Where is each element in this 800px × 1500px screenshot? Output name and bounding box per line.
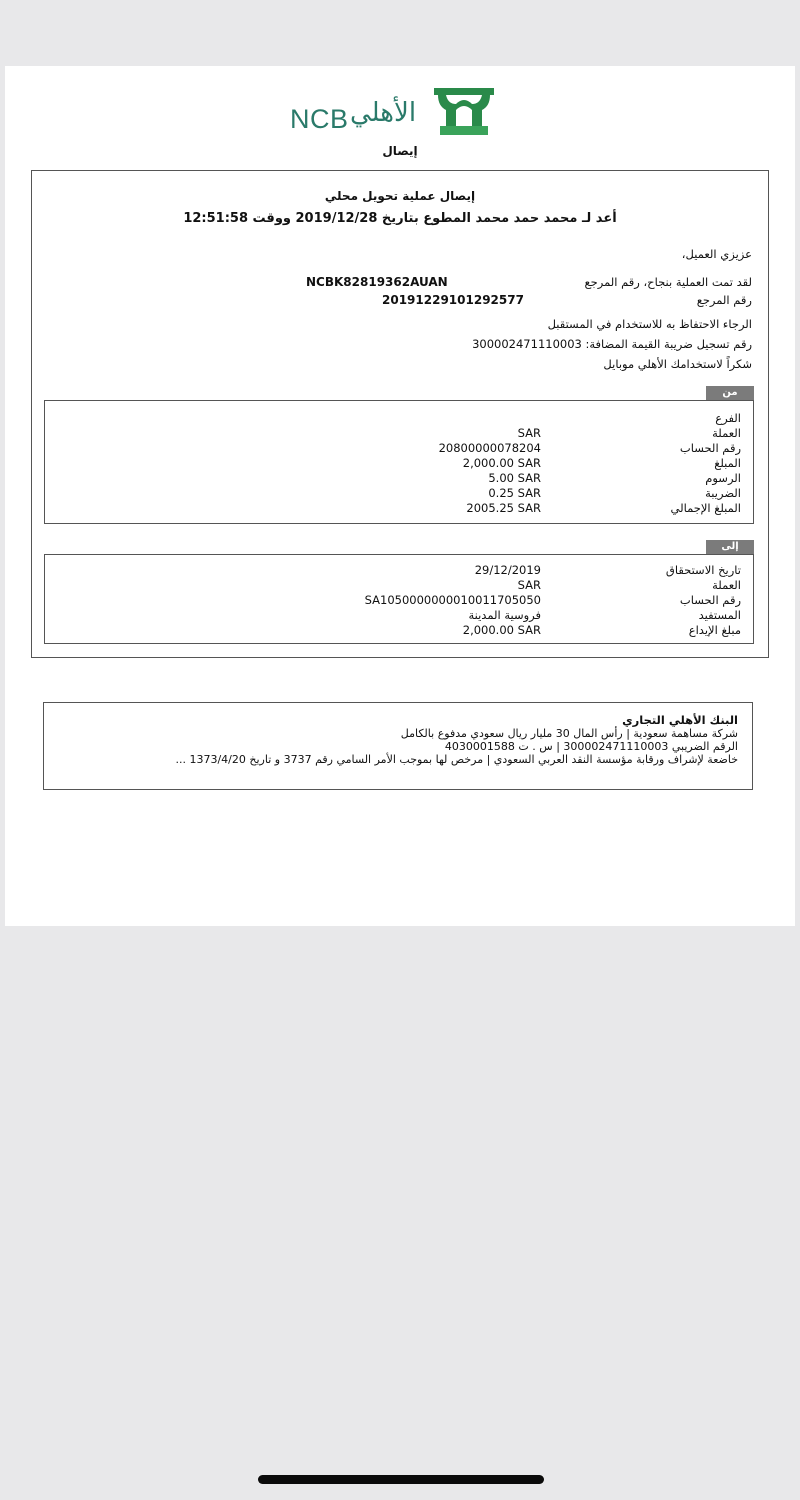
to-row — [45, 578, 753, 593]
palm-arch-logo-icon — [432, 88, 496, 136]
from-row — [45, 486, 753, 501]
to-currency-label: العملة — [712, 578, 741, 592]
logo-ncb-text: NCB — [290, 104, 349, 134]
footer-line-tax: الرقم الضريبي 300002471110003 | س . ت 4030001588 — [444, 740, 738, 753]
from-account-label: رقم الحساب — [679, 441, 741, 455]
footer-bank-name: البنك الأهلي التجاري — [622, 713, 738, 727]
vat-value: 300002471110003 — [472, 337, 582, 351]
to-tag: إلى — [706, 540, 754, 554]
footer-line-capital: شركة مساهمة سعودية | رأس المال 30 مليار ريال سعودي مدفوع بالكامل — [400, 727, 738, 740]
success-reference: NCBK82819362AUAN — [306, 275, 448, 289]
ncb-logo — [290, 88, 500, 140]
thanks-line: شكراً لاستخدامك الأهلي موبايل — [603, 357, 752, 371]
to-row — [45, 563, 753, 578]
to-account-value: SA1050000000010011705050 — [364, 593, 541, 607]
prepared-for-line: أعد لـ محمد حمد محمد المطوع بتاريخ 2019/12/28 ووقت 12:51:58 — [183, 211, 617, 226]
from-total-label: المبلغ الإجمالي — [670, 501, 741, 515]
receipt-title: إيصال عملية تحويل محلي — [324, 189, 476, 203]
to-beneficiary-value: فروسية المدينة — [468, 608, 541, 622]
home-indicator[interactable] — [258, 1475, 544, 1484]
to-beneficiary-label: المستفيد — [698, 608, 741, 622]
logo-arabic-text: الأهلي — [350, 98, 417, 128]
to-section — [44, 554, 754, 644]
vat-label: رقم تسجيل ضريبة القيمة المضافة: — [585, 337, 752, 351]
transaction-box — [31, 170, 769, 658]
to-currency-value: SAR — [517, 578, 541, 592]
from-tax-value: 0.25 SAR — [488, 486, 541, 500]
from-row — [45, 426, 753, 441]
to-deposit-amount-label: مبلغ الإيداع — [688, 623, 741, 637]
from-currency-label: العملة — [712, 426, 741, 440]
from-amount-value: 2,000.00 SAR — [462, 456, 541, 470]
from-row — [45, 456, 753, 471]
keep-note: الرجاء الاحتفاظ به للاستخدام في المستقبل — [547, 317, 752, 331]
to-row — [45, 623, 753, 638]
from-row — [45, 501, 753, 516]
to-account-label: رقم الحساب — [679, 593, 741, 607]
ref-value: 20191229101292577 — [382, 293, 524, 307]
greeting: عزيزي العميل، — [681, 247, 752, 261]
bank-footer — [43, 702, 753, 790]
footer-line-license: خاضعة لإشراف ورقابة مؤسسة النقد العربي السعودي | مرخص لها بموجب الأمر السامي رقم 3737 و تاريخ 1373/4/20 ... — [175, 753, 738, 766]
from-row — [45, 471, 753, 486]
to-deposit-amount-value: 2,000.00 SAR — [462, 623, 541, 637]
from-account-value: 20800000078204 — [438, 441, 541, 455]
from-tax-label: الضريبة — [705, 486, 741, 500]
ref-label: رقم المرجع — [696, 293, 752, 307]
receipt-page — [5, 66, 795, 926]
from-fees-label: الرسوم — [705, 471, 741, 485]
success-text: لقد تمت العملية بنجاح، رقم المرجع — [584, 275, 752, 289]
to-due-date-value: 29/12/2019 — [474, 563, 541, 577]
to-due-date-label: تاريخ الاستحقاق — [665, 563, 741, 577]
from-total-value: 2005.25 SAR — [466, 501, 541, 515]
to-row — [45, 593, 753, 608]
from-row — [45, 441, 753, 456]
from-amount-label: المبلغ — [714, 456, 741, 470]
from-fees-value: 5.00 SAR — [488, 471, 541, 485]
receipt-label: إيصال — [382, 144, 418, 158]
from-currency-value: SAR — [517, 426, 541, 440]
vat-line — [472, 337, 752, 351]
from-row — [45, 411, 753, 426]
from-section — [44, 400, 754, 524]
from-branch-label: الفرع — [715, 411, 741, 425]
from-tag: من — [706, 386, 754, 400]
to-row — [45, 608, 753, 623]
